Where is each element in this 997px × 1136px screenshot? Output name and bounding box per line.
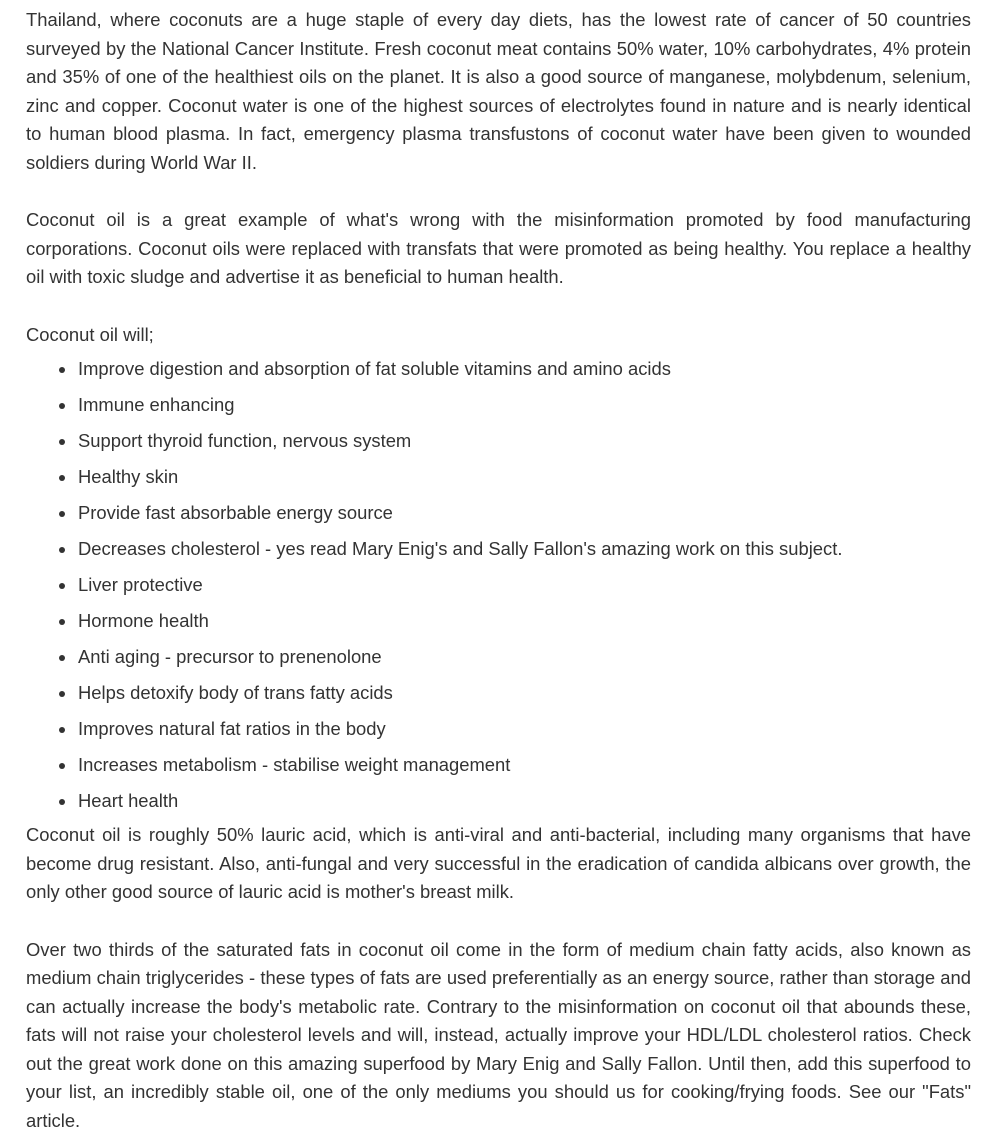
paragraph-lauric-acid: Coconut oil is roughly 50% lauric acid, which is anti-viral and anti-bacterial, including many organisms that have become drug resistant. Also, anti-fungal and very successful in the eradication of candida albicans over growth, the only other good source of lauric acid is mother's breast milk. — [26, 824, 971, 903]
list-item: Improve digestion and absorption of fat soluble vitamins and amino acids — [78, 351, 971, 387]
bullet-icon — [59, 763, 65, 769]
list-item: Helps detoxify body of trans fatty acids — [78, 675, 971, 711]
list-item: Provide fast absorbable energy source — [78, 495, 971, 531]
benefits-list — [26, 351, 971, 819]
list-item: Support thyroid function, nervous system — [78, 423, 971, 459]
list-item: Liver protective — [78, 567, 971, 603]
list-item: Hormone health — [78, 603, 971, 639]
bullet-icon — [59, 367, 65, 373]
list-intro: Coconut oil will; — [26, 323, 154, 345]
bullet-icon — [59, 511, 65, 517]
list-item: Increases metabolism - stabilise weight management — [78, 747, 971, 783]
paragraph-thailand: Thailand, where coconuts are a huge staple of every day diets, has the lowest rate of cancer of 50 countries surveyed by the National Cancer Institute. Fresh coconut meat contains 50% water, 10% carbohydrates, 4% protein and 35% of one of the healthiest oils on the planet. It is also a good source of manganese, molybdenum, selenium, zinc and copper. Coconut water is one of the highest sources of electrolytes found in nature and is nearly identical to human blood plasma. In fact, emergency plasma transfustons of coconut water have been given to wounded soldiers during World War II. — [26, 9, 971, 173]
paragraph-gap — [26, 292, 971, 321]
bullet-icon — [59, 799, 65, 805]
list-item: Decreases cholesterol - yes read Mary Enig's and Sally Fallon's amazing work on this subject. — [78, 531, 971, 567]
paragraph-misinformation: Coconut oil is a great example of what's wrong with the misinformation promoted by food manufacturing corporations. Coconut oils were replaced with transfats that were promoted as being healthy. You replace a healthy oil with toxic sludge and advertise it as beneficial to human health. — [26, 209, 971, 288]
list-item: Improves natural fat ratios in the body — [78, 711, 971, 747]
bullet-icon — [59, 619, 65, 625]
list-item: Healthy skin — [78, 459, 971, 495]
paragraph-gap — [26, 178, 971, 207]
bullet-icon — [59, 655, 65, 661]
paragraph-medium-chain: Over two thirds of the saturated fats in coconut oil come in the form of medium chain fatty acids, also known as medium chain triglycerides - these types of fats are used preferentially as an energy source, rather than storage and can actually increase the body's metabolic rate. Contrary to the misinformation on coconut oil that abounds these, fats will not raise your cholesterol levels and will, instead, actually improve your HDL/LDL cholesterol ratios. Check out the great work done on this amazing superfood by Mary Enig and Sally Fallon. Until then, add this superfood to your list, an incredibly stable oil, one of the only mediums you should us for cooking/frying foods. See our "Fats" article. — [26, 938, 971, 1132]
article-body — [26, 6, 971, 1136]
list-item: Immune enhancing — [78, 387, 971, 423]
bullet-icon — [59, 691, 65, 697]
bullet-icon — [59, 583, 65, 589]
bullet-icon — [59, 475, 65, 481]
bullet-icon — [59, 403, 65, 409]
paragraph-gap — [26, 907, 971, 936]
bullet-icon — [59, 439, 65, 445]
bullet-icon — [59, 727, 65, 733]
bullet-icon — [59, 547, 65, 553]
list-item: Anti aging - precursor to prenenolone — [78, 639, 971, 675]
list-item: Heart health — [78, 783, 971, 819]
